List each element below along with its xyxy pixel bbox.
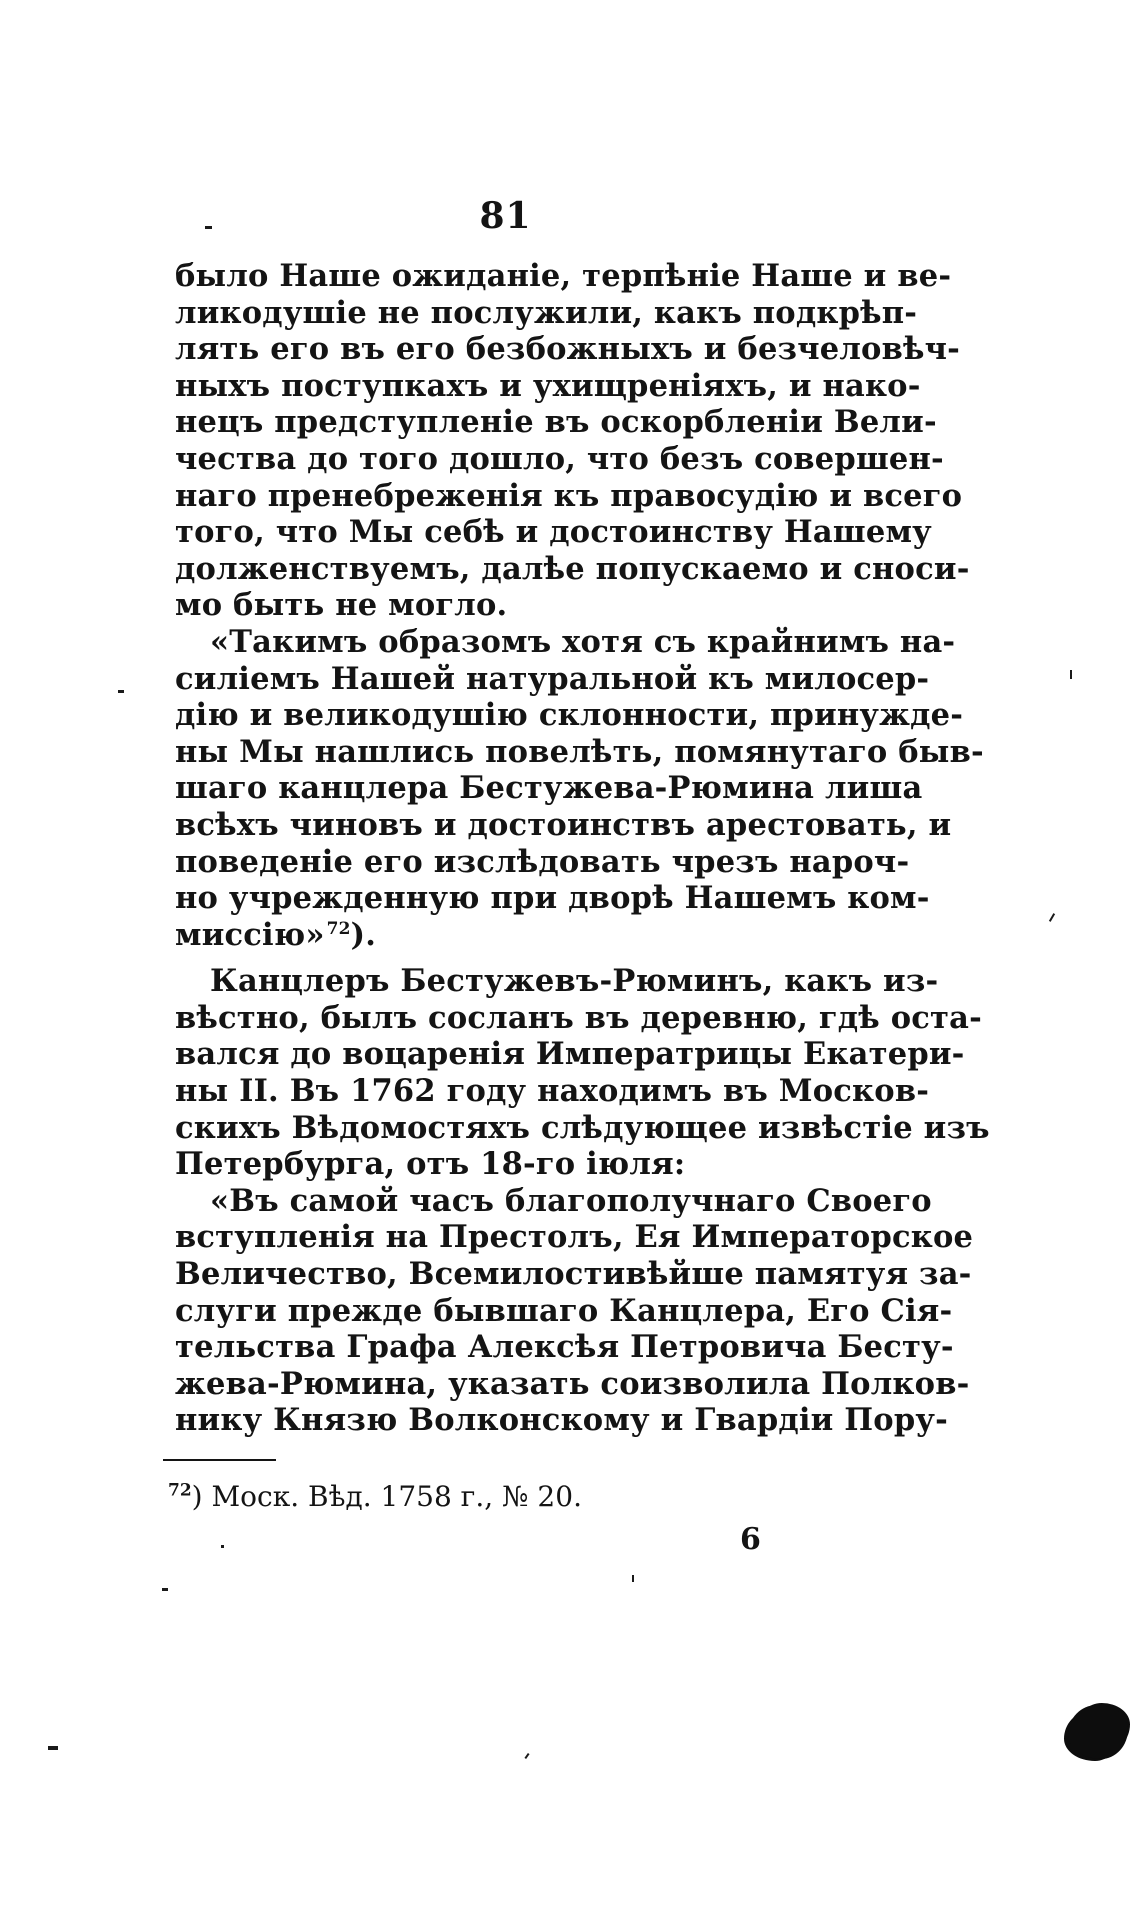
text-line-with-footnote-ref <box>175 917 900 954</box>
text-line: ныхъ поступкахъ и ухищреніяхъ, и нако- <box>175 367 921 404</box>
page-number: 81 <box>479 195 532 237</box>
scan-speck <box>205 226 212 229</box>
text-line: нику Князю Волконскому и Гвардіи Пору- <box>175 1402 948 1439</box>
text-line: но учрежденную при дворѣ Нашемъ ком- <box>175 880 930 917</box>
scan-speck <box>632 1575 634 1582</box>
text-line: тельства Графа Алексѣя Петровича Бесту- <box>175 1329 954 1366</box>
printer-signature-mark: 6 <box>740 1522 761 1557</box>
text-line: наго пренебреженія къ правосудію и всего <box>175 477 963 514</box>
text-line: ликодушіе не послужили, какъ подкрѣп- <box>175 294 918 331</box>
text-line: вступленія на Престолъ, Ея Императорское <box>175 1219 974 1256</box>
footnote-reference[interactable]: 72 <box>326 918 351 939</box>
text-line: Величество, Всемилостивѣйше памятуя за- <box>175 1256 972 1293</box>
ink-blot <box>1068 1705 1128 1759</box>
text-line: всѣхъ чиновъ и достоинствъ арестовать, и <box>175 806 952 843</box>
footnote-divider <box>163 1459 276 1461</box>
footnote-text: ) Моск. Вѣд. 1758 г., № 20. <box>191 1480 582 1513</box>
text-line: «Въ самой часъ благополучнаго Своего <box>210 1182 932 1219</box>
text-line: силіемъ Нашей натуральной къ милосер- <box>175 660 930 697</box>
text-line: слуги прежде бывшаго Канцлера, Его Сія- <box>175 1292 953 1329</box>
text-line: Канцлеръ Бестужевъ-Рюминъ, какъ из- <box>210 963 939 1000</box>
text-line-tail: ). <box>350 916 377 953</box>
text-line: вался до воцаренія Императрицы Екатери- <box>175 1036 965 1073</box>
text-line: было Наше ожиданіе, терпѣніе Наше и ве- <box>175 258 952 294</box>
scan-speck <box>162 1588 168 1591</box>
text-line: шаго канцлера Бестужева-Рюмина лиша <box>175 770 923 807</box>
scan-speck <box>221 1545 224 1548</box>
text-line: Петербурга, отъ 18-го іюля: <box>175 1146 686 1183</box>
scan-speck <box>48 1746 58 1750</box>
text-line: жева-Рюмина, указать соизволила Полков- <box>175 1365 970 1402</box>
text-line: «Такимъ образомъ хотя съ крайнимъ на- <box>210 623 956 660</box>
text-line: ны II. Въ 1762 году находимъ въ Москов- <box>175 1073 930 1110</box>
text-line-content: миссію» <box>175 916 325 953</box>
body-text <box>175 258 990 1439</box>
footnote-marker: 72 <box>168 1480 192 1501</box>
scan-speck <box>1049 913 1055 922</box>
text-line: мо быть не могло. <box>175 587 508 624</box>
text-line: вѣстно, былъ сосланъ въ деревню, гдѣ оста- <box>175 999 982 1036</box>
text-line: скихъ Вѣдомостяхъ слѣдующее извѣстіе изъ <box>175 1109 990 1146</box>
text-line: дію и великодушію склонности, принужде- <box>175 697 964 734</box>
text-line: нецъ предступленіе въ оскорбленіи Вели- <box>175 404 937 441</box>
text-line: ны Мы нашлись повелѣть, помянутаго быв- <box>175 733 984 770</box>
text-line: лять его въ его безбожныхъ и безчеловѣч- <box>175 331 961 368</box>
footnote <box>168 1480 582 1514</box>
text-line: того, что Мы себѣ и достоинству Нашему <box>175 514 932 551</box>
text-line: поведеніе его изслѣдовать чрезъ нароч- <box>175 843 910 880</box>
text-line: чества до того дошло, что безъ совершен- <box>175 440 944 477</box>
scan-speck <box>1070 670 1072 679</box>
scan-speck <box>118 690 124 693</box>
text-line: долженствуемъ, далѣе попускаемо и сноси- <box>175 550 970 587</box>
scan-speck <box>524 1753 529 1759</box>
